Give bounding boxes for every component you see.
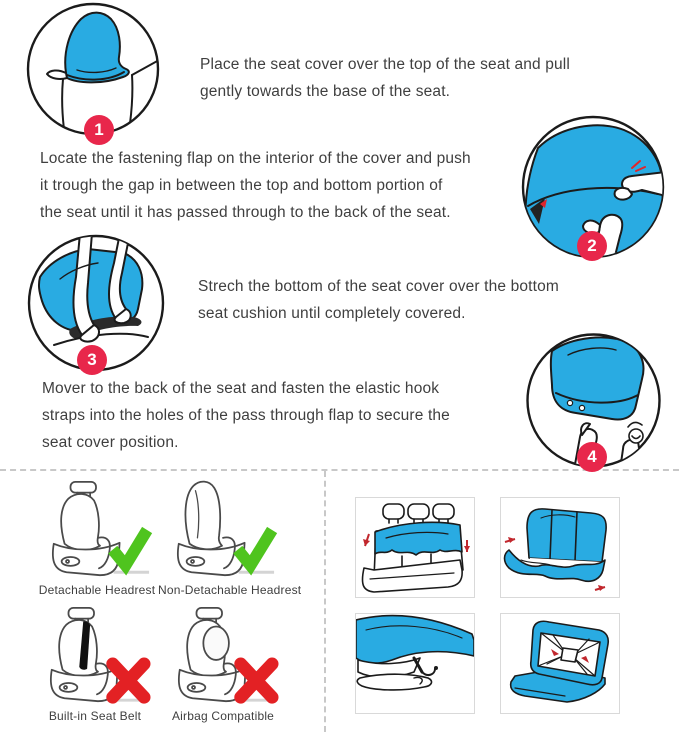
- check-icon: [113, 530, 149, 572]
- compat-built-in-seat-belt: [31, 606, 159, 723]
- step1-number-badge: 1: [84, 115, 114, 145]
- step2-text: [40, 145, 471, 226]
- bench-panel-attach-hook: [355, 613, 475, 714]
- compat-label: Airbag Compatible: [171, 709, 275, 723]
- seat-airbag-icon: [167, 606, 279, 706]
- step3-text-line: seat cushion until completely covered.: [198, 305, 466, 322]
- bench-rear-straps-illustration: [501, 614, 619, 713]
- bench-pull-cover-illustration: [356, 498, 474, 597]
- horizontal-dashed-divider: [0, 469, 679, 471]
- bench-panel-secure-straps: [500, 613, 620, 714]
- compat-label: Detachable Headrest: [38, 583, 156, 597]
- bench-panel-stretch-bottom: [500, 497, 620, 598]
- step3-text-line: Strech the bottom of the seat cover over the bottom: [198, 278, 559, 295]
- step2-text-line: it trough the gap in between the top and bottom portion of: [40, 177, 443, 194]
- bench-stretch-bottom-illustration: [501, 498, 619, 597]
- seat-non-detachable-headrest-icon: [166, 480, 278, 580]
- step2-text-line: Locate the fastening flap on the interior of the cover and push: [40, 150, 471, 167]
- compat-label: Non-Detachable Headrest: [158, 583, 302, 597]
- step4-text-line: Mover to the back of the seat and fasten the elastic hook: [42, 380, 440, 397]
- compat-non-detachable-headrest: [158, 480, 302, 597]
- seat-detachable-headrest-icon: [41, 480, 153, 580]
- step2-text-line: the seat until it has passed through to the back of the seat.: [40, 204, 451, 221]
- step1-text-line: gently towards the base of the seat.: [200, 83, 451, 100]
- compat-airbag-compatible: [159, 606, 287, 723]
- step1-text-line: Place the seat cover over the top of the seat and pull: [200, 56, 570, 73]
- step1-text: [200, 51, 570, 105]
- step4-text: [42, 375, 450, 456]
- check-icon: [238, 530, 274, 572]
- step4-text-line: straps into the holes of the pass through flap to secure the: [42, 407, 450, 424]
- compat-label: Built-in Seat Belt: [48, 709, 142, 723]
- step2-number-badge: 2: [577, 231, 607, 261]
- compat-detachable-headrest: [33, 480, 161, 597]
- vertical-dashed-divider: [324, 471, 326, 732]
- bench-panel-pull-cover: [355, 497, 475, 598]
- seat-built-in-belt-icon: [39, 606, 151, 706]
- step3-text: [198, 273, 559, 327]
- bench-attach-hook-illustration: [356, 614, 474, 713]
- step4-number-badge: 4: [577, 442, 607, 472]
- step4-text-line: seat cover position.: [42, 434, 179, 451]
- step3-number-badge: 3: [77, 345, 107, 375]
